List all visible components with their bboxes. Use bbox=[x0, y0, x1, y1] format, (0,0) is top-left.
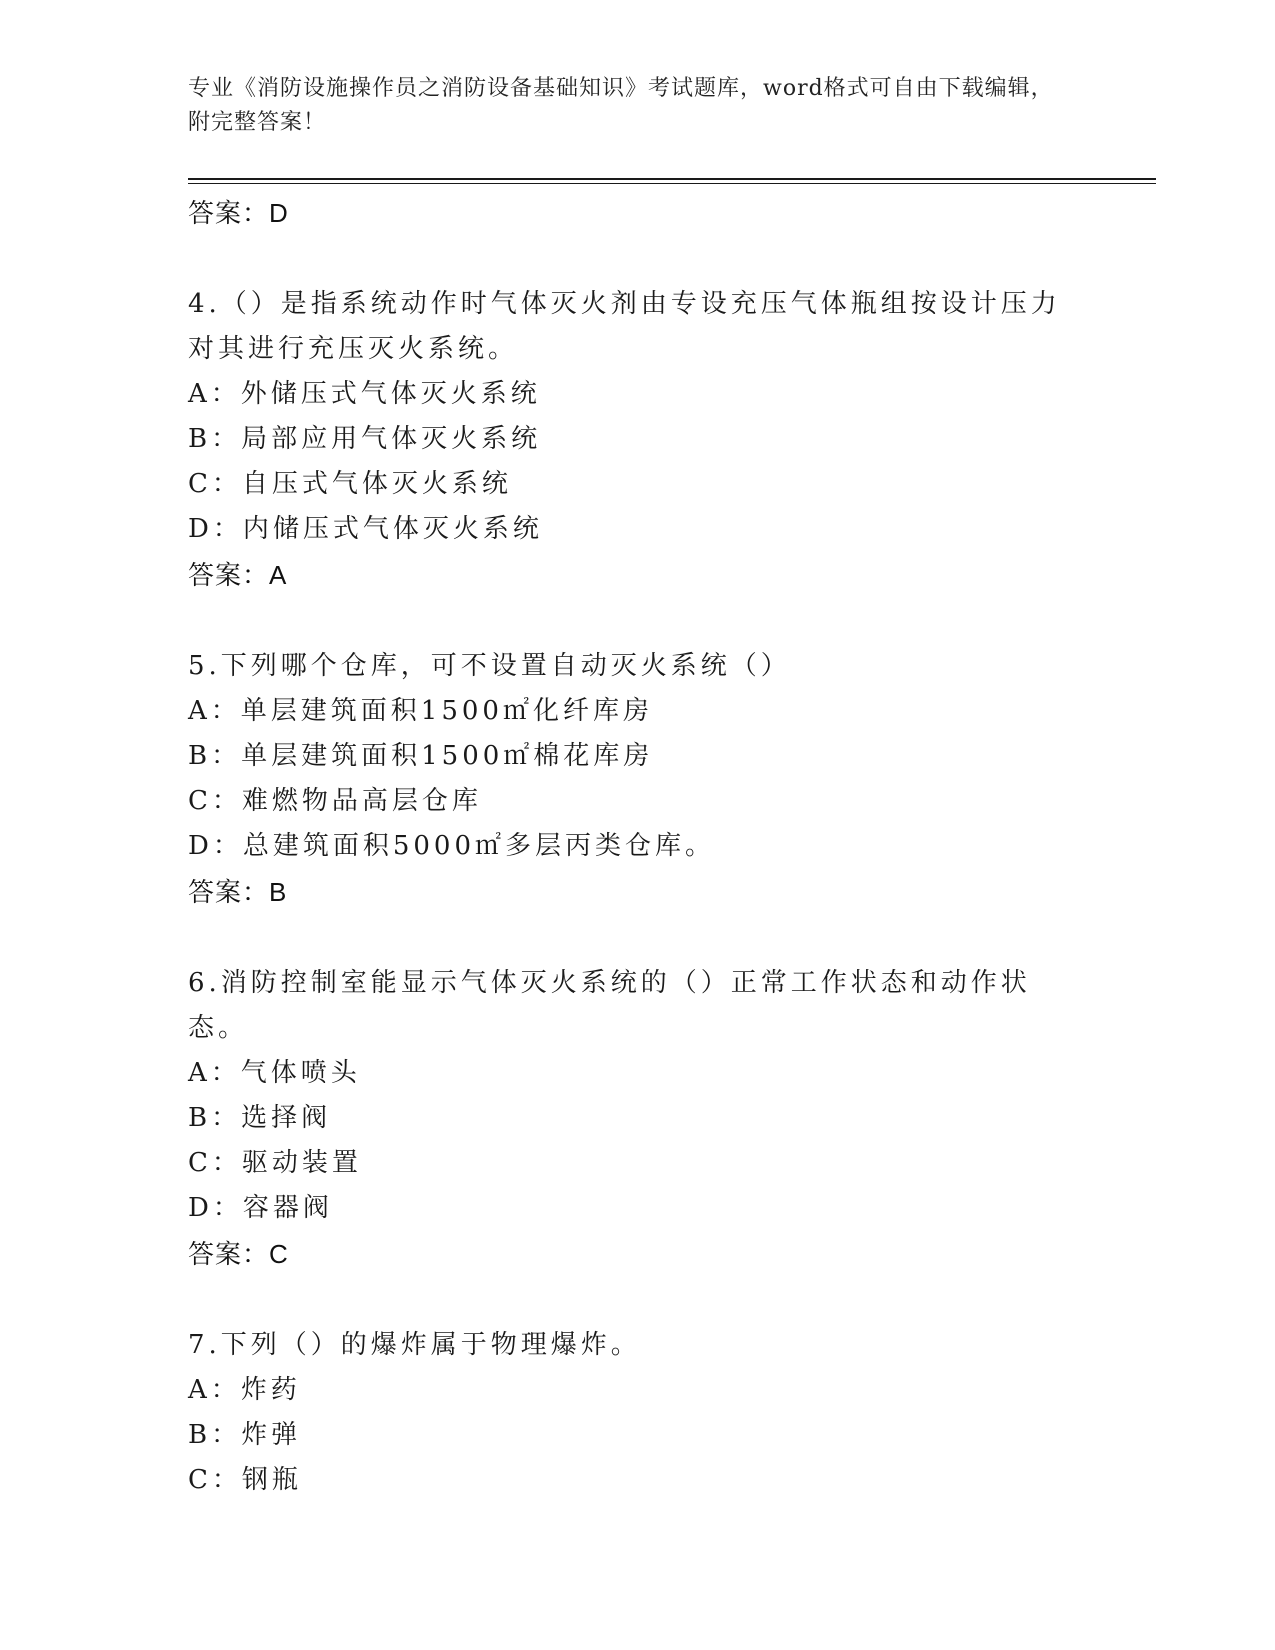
spacer bbox=[188, 915, 1088, 961]
option-a: A：单层建筑面积1500㎡化纤库房 bbox=[188, 696, 653, 726]
option-b: B：炸弹 bbox=[188, 1420, 302, 1450]
question-list bbox=[188, 190, 1088, 1503]
answer-line: 答案：D bbox=[188, 198, 289, 228]
question-stem: 6.消防控制室能显示气体灭火系统的（）正常工作状态和动作状态。 bbox=[188, 968, 1031, 1043]
option-a: A：气体喷头 bbox=[188, 1058, 361, 1088]
question-item bbox=[188, 961, 1088, 1277]
question-item bbox=[188, 644, 1088, 915]
header-divider-thin bbox=[188, 183, 1156, 184]
option-a: A：炸药 bbox=[188, 1375, 301, 1405]
option-b: B：局部应用气体灭火系统 bbox=[188, 424, 542, 454]
question-stem: 7.下列（）的爆炸属于物理爆炸。 bbox=[188, 1330, 641, 1360]
option-a: A：外储压式气体灭火系统 bbox=[188, 379, 541, 409]
question-item bbox=[188, 282, 1088, 598]
spacer bbox=[188, 236, 1088, 282]
option-c: C：难燃物品高层仓库 bbox=[188, 786, 482, 816]
option-d: D：总建筑面积5000㎡多层丙类仓库。 bbox=[188, 831, 716, 861]
question-stem: 5.下列哪个仓库，可不设置自动灭火系统（） bbox=[188, 651, 791, 681]
option-b: B：单层建筑面积1500㎡棉花库房 bbox=[188, 741, 654, 771]
spacer bbox=[188, 1277, 1088, 1323]
option-c: C：钢瓶 bbox=[188, 1465, 302, 1495]
header-divider bbox=[188, 178, 1156, 180]
question-stem: 4.（）是指系统动作时气体灭火剂由专设充压气体瓶组按设计压力对其进行充压灭火系统。 bbox=[188, 289, 1061, 364]
option-c: C：驱动装置 bbox=[188, 1148, 362, 1178]
answer-line: 答案：C bbox=[188, 1239, 289, 1269]
answer-line: 答案：A bbox=[188, 560, 288, 590]
spacer bbox=[188, 598, 1088, 644]
option-c: C：自压式气体灭火系统 bbox=[188, 469, 512, 499]
document-header: 专业《消防设施操作员之消防设备基础知识》考试题库，word格式可自由下载编辑，附完整答案！ bbox=[188, 76, 1054, 135]
option-d: D：容器阀 bbox=[188, 1193, 333, 1223]
question-item bbox=[188, 1323, 1088, 1503]
answer-line: 答案：B bbox=[188, 877, 288, 907]
option-b: B：选择阀 bbox=[188, 1103, 332, 1133]
option-d: D：内储压式气体灭火系统 bbox=[188, 514, 543, 544]
